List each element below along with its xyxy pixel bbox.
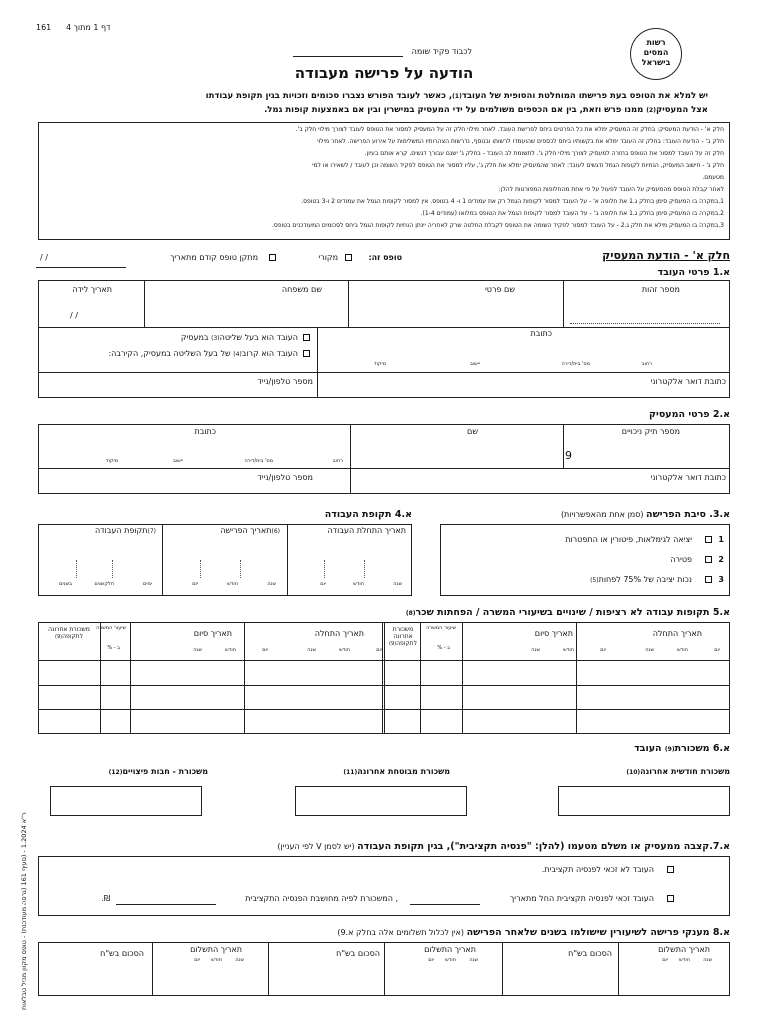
a3-title: א.3. סיבת הפרישה (סמן אחת מהאפשרויות) <box>560 509 730 520</box>
a2-zip-label: מיקוד <box>105 458 118 464</box>
a1-id-digits[interactable] <box>570 312 720 324</box>
intro-line-2: אצל המעסיק(2) ממנו פרש וזאת, בין אם הכספים משולמים על ידי המעסיק במישרין ובין אם באמצעות קופות גמל. <box>264 105 708 115</box>
a5-l-start: תאריך התחלה <box>314 629 364 638</box>
a1-dob-label: תאריך לידה <box>72 285 112 294</box>
instr-line-1: חלק א' - הודעת המעסיק: בחלק זה המעסיק ימלא את כל הפרטים ביחס לפרישת העובד. לאחר מילוי חלק זה על המעסיק למסור את הטופס לעובד לצורך מילוי חלק ב'. <box>295 126 724 133</box>
a3-option-3-checkbox[interactable] <box>705 576 712 583</box>
original-label: מקורי <box>318 253 338 262</box>
a7-nis: ₪. <box>101 894 110 903</box>
a5-l-salary: משכורת אחרונה לתקופה(9) <box>48 626 90 641</box>
a7-date-line[interactable] <box>410 904 480 905</box>
instr-line-2: חלק ב' - הודעת העובד: בחלק זה העובד ימלא את בקשותיו ביחס לכספים שהועמדו לרשותו ובנוסף, נדרשות הצהרותיו המשלימות על אירוע הפרישה. לאחר מילוי <box>317 138 724 145</box>
a3-option-1-checkbox[interactable] <box>705 536 712 543</box>
a1-id-label: מספר זהות <box>641 285 680 294</box>
logo-line1: רשות <box>646 38 666 47</box>
a1-house-label: מס' בית/דירה <box>561 361 590 367</box>
a5-r-month: חודש <box>677 647 688 653</box>
a6-monthly-field[interactable] <box>558 786 730 816</box>
a5-r-end: תאריך סיום <box>534 629 573 638</box>
a1-phone-label: מספר טלפון/נייד <box>257 377 313 386</box>
a2-title: א.2 פרטי המעסיק <box>649 409 730 420</box>
a1-address-label: כתובת <box>530 329 552 338</box>
corrected-date-line <box>36 267 126 268</box>
a4-retire-month: חודש <box>227 581 238 587</box>
a8-month-1: חודש <box>679 957 690 963</box>
a3-num-2: 2 <box>718 555 724 564</box>
a1-street-label: רחוב <box>641 361 652 367</box>
a7-eligible-label: העובד זכאי לפנסיה תקציבית החל מתאריך <box>510 894 654 903</box>
a8-amount-3: הסכום בש"ח <box>100 949 144 958</box>
a4-start-month: חודש <box>353 581 364 587</box>
a2-city-label: יישוב <box>172 458 183 464</box>
a5-r-start: תאריך התחלה <box>652 629 702 638</box>
a8-day-1: יום <box>662 957 668 963</box>
a8-date-2: תאריך התשלום <box>424 945 476 954</box>
a1-first-label: שם פרטי <box>484 285 515 294</box>
a4-start-day: יום <box>320 581 326 587</box>
a1-city-label: יישוב <box>469 361 480 367</box>
a2-name-label: שם <box>467 427 478 436</box>
a8-year-1: שנה <box>703 957 712 963</box>
corrected-checkbox[interactable] <box>269 254 276 261</box>
a4-retire-year: שנה <box>267 581 276 587</box>
original-checkbox[interactable] <box>345 254 352 261</box>
a6-insured-label: משכורת מבוטחת אחרונה(11) <box>343 767 450 776</box>
a4-start-label: תאריך התחלת העבודה <box>327 526 406 535</box>
instr-line-5: מטעמם. <box>702 174 724 181</box>
a8-date-3: תאריך התשלום <box>190 945 242 954</box>
a7-title: א.7.קצבה ממעסיק או משלם מטעמו (להלן: "פנסיה תקציבית"), בגין תקופת העבודה (יש לסמן V לפי העניין) <box>277 841 730 852</box>
a2-file-prefix: 9 <box>565 449 572 462</box>
a7-salary-label: , המשכורת לפיה מחושבת הפנסיה התקציבית <box>245 894 398 903</box>
a3-option-2-label: פטירה <box>670 555 692 564</box>
a1-controlling-label: העובד הוא בעל שליטה(3) במעסיק <box>180 333 298 342</box>
a1-title: א.1 פרטי העובד <box>657 267 730 278</box>
a7-eligible-checkbox[interactable] <box>667 895 674 902</box>
a5-l-rate-b: ב - % <box>107 645 120 651</box>
a1-controlling-checkbox[interactable] <box>303 334 310 341</box>
instr-line-3: חלק זה על העובד למסור את הטופס בחזרה למעסיק לצורך מילוי חלק ג'. לתשומת לב העובד - בחלק ג' ישנם עבורך דגשים, קרא אותם בעיון. <box>364 150 724 157</box>
a2-email-label: כתובת דואר אלקטרוני <box>650 473 726 482</box>
a6-severance-field[interactable] <box>50 786 202 816</box>
a1-relative-label: העובד הוא קרוב(4) של בעל השליטה במעסיק, הקירבה: <box>108 349 298 358</box>
a2-house-label: מס' בית/דירה <box>244 458 273 464</box>
a7-not-eligible-label: העובד לא זכאי לפנסיה תקציבית. <box>541 865 654 874</box>
a5-r-rate-b: ב - % <box>437 645 450 651</box>
a5-l2-month: חודש <box>225 647 236 653</box>
a3-option-3-label: נכות יציבה של 75% לפחות(5) <box>590 575 692 584</box>
a4-title: א.4 תקופת העבודה <box>324 509 412 520</box>
a4-period-label: (7)תקופת העבודה <box>94 526 156 535</box>
a4-start-year: שנה <box>393 581 402 587</box>
a4-retire-label: (6)תאריך הפרישה <box>220 526 280 535</box>
instr-line-9: 3.במקרה בו המעסיק מילא את חלק ג.2 - על העובד למסור לפקיד השומה את הטופס לקבלת החלטה שרק לאחריה יינתן הנחיות לקופות הגמל ביחס לסכומים המעודכנים בטופס. <box>271 222 724 229</box>
a8-month-2: חודש <box>445 957 456 963</box>
a8-title: א.8 מענקי פרישה לשיעורין שישולמו בשנים שלאחר הפרישה (אין לכלול תשלומים אלה בחלק א.9) <box>337 927 730 938</box>
a8-year-3: שנה <box>235 957 244 963</box>
a5-r2-day: יום <box>600 647 606 653</box>
a5-l-end: תאריך סיום <box>193 629 232 638</box>
a4-retire-day: יום <box>192 581 198 587</box>
a5-title: א.5 תקופות עבודה לא רציפות / שינויים בשיעורי המשרה / הפחתות שכר(8) <box>405 607 730 618</box>
intro-line-1: יש למלא את הטופס בעת פרישתו המוחלטת והסופית של העובד(1), כאשר לעובד הפורש נצברו סכומים וזכויות בגין תקופת עבודתו <box>205 91 708 101</box>
a1-table <box>38 280 730 398</box>
a1-email-label: כתובת דואר אלקטרוני <box>650 377 726 386</box>
a3-option-2-checkbox[interactable] <box>705 556 712 563</box>
part-a-title: חלק א' - הודעת המעסיק <box>602 249 730 262</box>
a1-zip-label: מיקוד <box>373 361 386 367</box>
a1-last-label: שם משפחה <box>281 285 322 294</box>
instr-line-8: 2.במקרה בו המעסיק סימן בחלק ג.1 את חלופה ב' - על העובד למסור לקופות הגמל את הטופס במלואו (עמודים 1-4). <box>420 210 724 217</box>
a4-period-in-years: בשנים <box>59 581 72 587</box>
a5-r-salary: משכורת אחרונה לתקופה(9) <box>388 626 417 648</box>
a5-l-day: יום <box>376 647 382 653</box>
a5-l-rate: שיעור המשרה <box>96 625 126 631</box>
a5-r-rate: שיעור המשרה <box>426 625 456 631</box>
attn: לכבוד פקיד שומה <box>411 47 472 56</box>
a8-month-3: חודש <box>211 957 222 963</box>
a8-amount-2: הסכום בש"ח <box>336 949 380 958</box>
a7-not-eligible-checkbox[interactable] <box>667 866 674 873</box>
a8-date-1: תאריך התשלום <box>658 945 710 954</box>
a4-period-part-years: חלקשנים <box>94 581 114 587</box>
a4-period-days: ימים <box>143 581 152 587</box>
a8-year-2: שנה <box>469 957 478 963</box>
a6-monthly-label: משכורת חודשית אחרונה(10) <box>626 767 730 776</box>
logo-line3: בישראל <box>641 58 671 67</box>
a1-dob-value[interactable]: / / <box>70 311 78 320</box>
a6-severance-label: משכורת - חבות פיצויים(12) <box>108 767 208 776</box>
a3-num-3: 3 <box>718 575 724 584</box>
a2-phone-label: מספר טלפון/נייד <box>257 473 313 482</box>
a8-day-3: יום <box>194 957 200 963</box>
a5-l-year: שנה <box>307 647 316 653</box>
a5-l-month: חודש <box>339 647 350 653</box>
a5-r-day: יום <box>714 647 720 653</box>
a5-l2-year: שנה <box>193 647 202 653</box>
a3-num-1: 1 <box>718 535 724 544</box>
form-type-label: טופס זה: <box>368 253 402 262</box>
a6-insured-field[interactable] <box>295 786 467 816</box>
a2-address-label: כתובת <box>194 427 216 436</box>
a6-title: א.6 משכורת(9) העובד <box>634 743 730 754</box>
page-number: 161 <box>36 23 52 32</box>
a2-file-label: מספר תיק ניכויים <box>621 427 680 436</box>
assessor-line[interactable] <box>293 56 403 57</box>
a3-option-1-label: יציאה לגימלאות, פיטורין או התפטרות <box>565 535 692 544</box>
a5-r2-year: שנה <box>531 647 540 653</box>
page-title: הודעה על פרישה מעבודה <box>294 64 474 82</box>
a8-amount-1: הסכום בש"ח <box>568 949 612 958</box>
instr-line-6: לאחר קבלת הטופס מהמעסיק על העובד לפעול על פי אחת מהחלופות המפורטות להלן: <box>498 186 724 193</box>
instr-line-7: 1.במקרה בו המעסיק סימן בחלק ג.1 את חלופה א' - על העובד למסור לקופות הגמל רק את עמודים 1 ו- 4 בטופס. אין למסור לקופות הגמל את עמודים 2 ו-3 בטופס. <box>301 198 724 205</box>
a8-day-2: יום <box>428 957 434 963</box>
a1-relative-checkbox[interactable] <box>303 350 310 357</box>
corrected-label: מתקן טופס קודם מתאריך <box>170 253 258 262</box>
a2-street-label: רחוב <box>332 458 343 464</box>
page-of: דף 1 מתוך 4 <box>66 23 111 32</box>
instr-line-4: חלק ג' - חישוב המעסיק, הנחיות לקופות הגמל ודגשים לעובד: לאחר שהמעסיק ימלא את חלק ג', עליו למסור את הטופס לפקיד השומה וכן לעובד / לשאירו או למי <box>312 162 724 169</box>
side-form-id: ר"א 1.2024 - (סעיף 161 (גרסה מעודכנת) - טופס מקוון מכיל טבלאות <box>20 812 28 1010</box>
corrected-date[interactable]: / / <box>40 253 48 262</box>
a7-salary-line[interactable] <box>116 904 216 905</box>
a5-r-year: שנה <box>645 647 654 653</box>
logo-line2: המסים <box>643 48 669 57</box>
a5-r2-month: חודש <box>563 647 574 653</box>
a5-l2-day: יום <box>262 647 268 653</box>
